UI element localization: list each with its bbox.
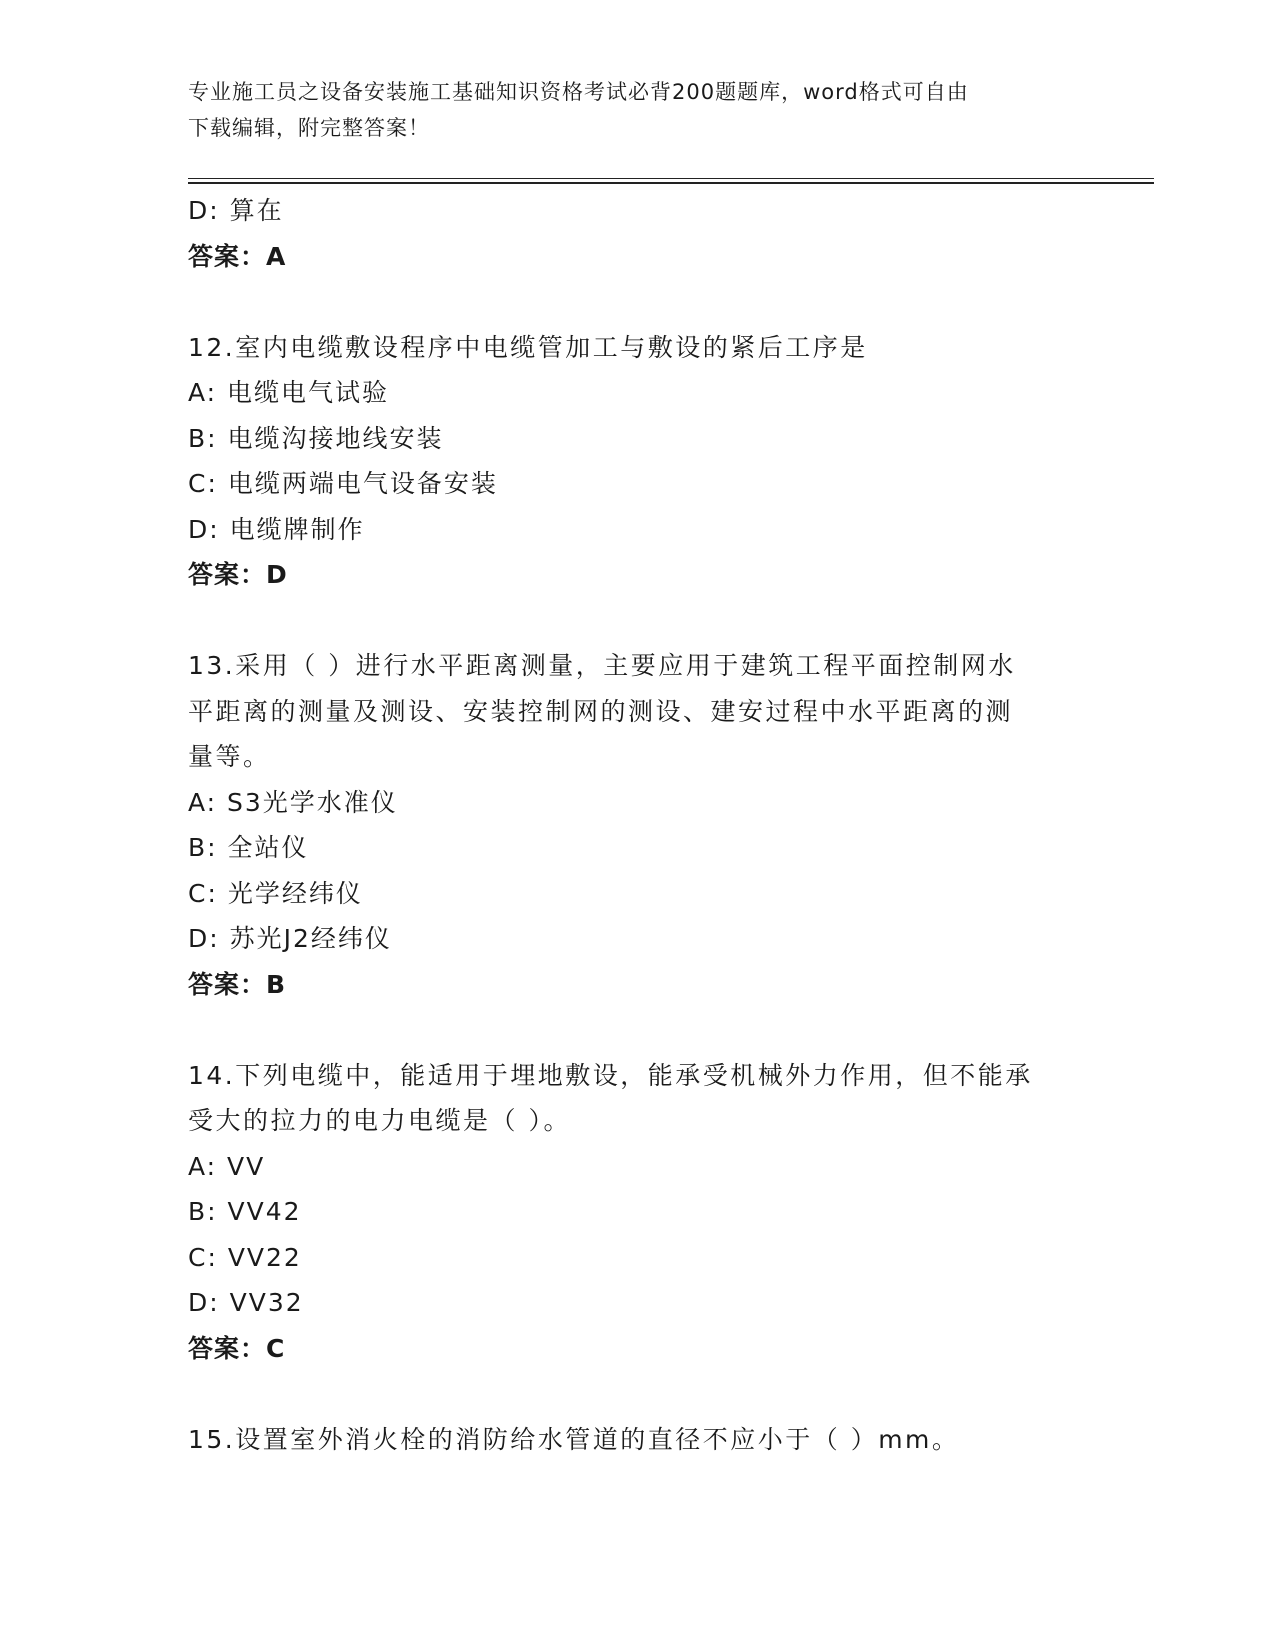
question-text-line-2: 受大的拉力的电力电缆是（ ）。 [188, 1106, 571, 1135]
option-b: B: VV42 [188, 1197, 302, 1226]
question-15 [188, 1417, 1088, 1463]
question-13 [188, 643, 1088, 1007]
answer-line: 答案：D [188, 560, 288, 589]
question-text-line-1: 13.采用（ ）进行水平距离测量，主要应用于建筑工程平面控制网水 [188, 651, 1016, 680]
question-12 [188, 325, 1088, 598]
option-a: A: 电缆电气试验 [188, 378, 390, 407]
option-d: D: 算在 [188, 196, 284, 225]
spacer [188, 1371, 1088, 1417]
option-d: D: 电缆牌制作 [188, 514, 365, 544]
option-a: A: VV [188, 1151, 266, 1181]
page-header [188, 74, 1088, 146]
spacer [188, 598, 1088, 644]
document-body [188, 188, 1088, 1462]
option-c: C: 电缆两端电气设备安装 [188, 469, 498, 498]
question-text: 12.室内电缆敷设程序中电缆管加工与敷设的紧后工序是 [188, 332, 868, 362]
spacer [188, 279, 1088, 325]
answer-line: 答案：B [188, 969, 287, 999]
header-line-2: 下载编辑，附完整答案！ [188, 116, 430, 140]
option-c: C: 光学经纬仪 [188, 878, 363, 908]
spacer [188, 1007, 1088, 1053]
answer-line: 答案：A [188, 241, 287, 271]
header-line-1: 专业施工员之设备安装施工基础知识资格考试必背200题题库，word格式可自由 [188, 80, 969, 104]
answer-line: 答案：C [188, 1333, 286, 1363]
question-text-line-2: 平距离的测量及测设、安装控制网的测设、建安过程中水平距离的测 [188, 696, 1014, 726]
option-d: D: 苏光J2经纬仪 [188, 924, 392, 953]
header-divider-thin [188, 178, 1154, 179]
option-d: D: VV32 [188, 1288, 304, 1317]
question-14 [188, 1053, 1088, 1372]
question-text: 15.设置室外消火栓的消防给水管道的直径不应小于（ ）mm。 [188, 1424, 960, 1454]
question-text-line-1: 14.下列电缆中，能适用于埋地敷设，能承受机械外力作用，但不能承 [188, 1060, 1033, 1090]
option-a: A: S3光学水准仪 [188, 787, 398, 817]
option-b: B: 全站仪 [188, 833, 309, 862]
header-divider-thick [188, 182, 1154, 184]
question-11-tail [188, 188, 1088, 279]
option-b: B: 电缆沟接地线安装 [188, 423, 444, 453]
question-text-line-3: 量等。 [188, 742, 271, 771]
option-c: C: VV22 [188, 1242, 302, 1272]
